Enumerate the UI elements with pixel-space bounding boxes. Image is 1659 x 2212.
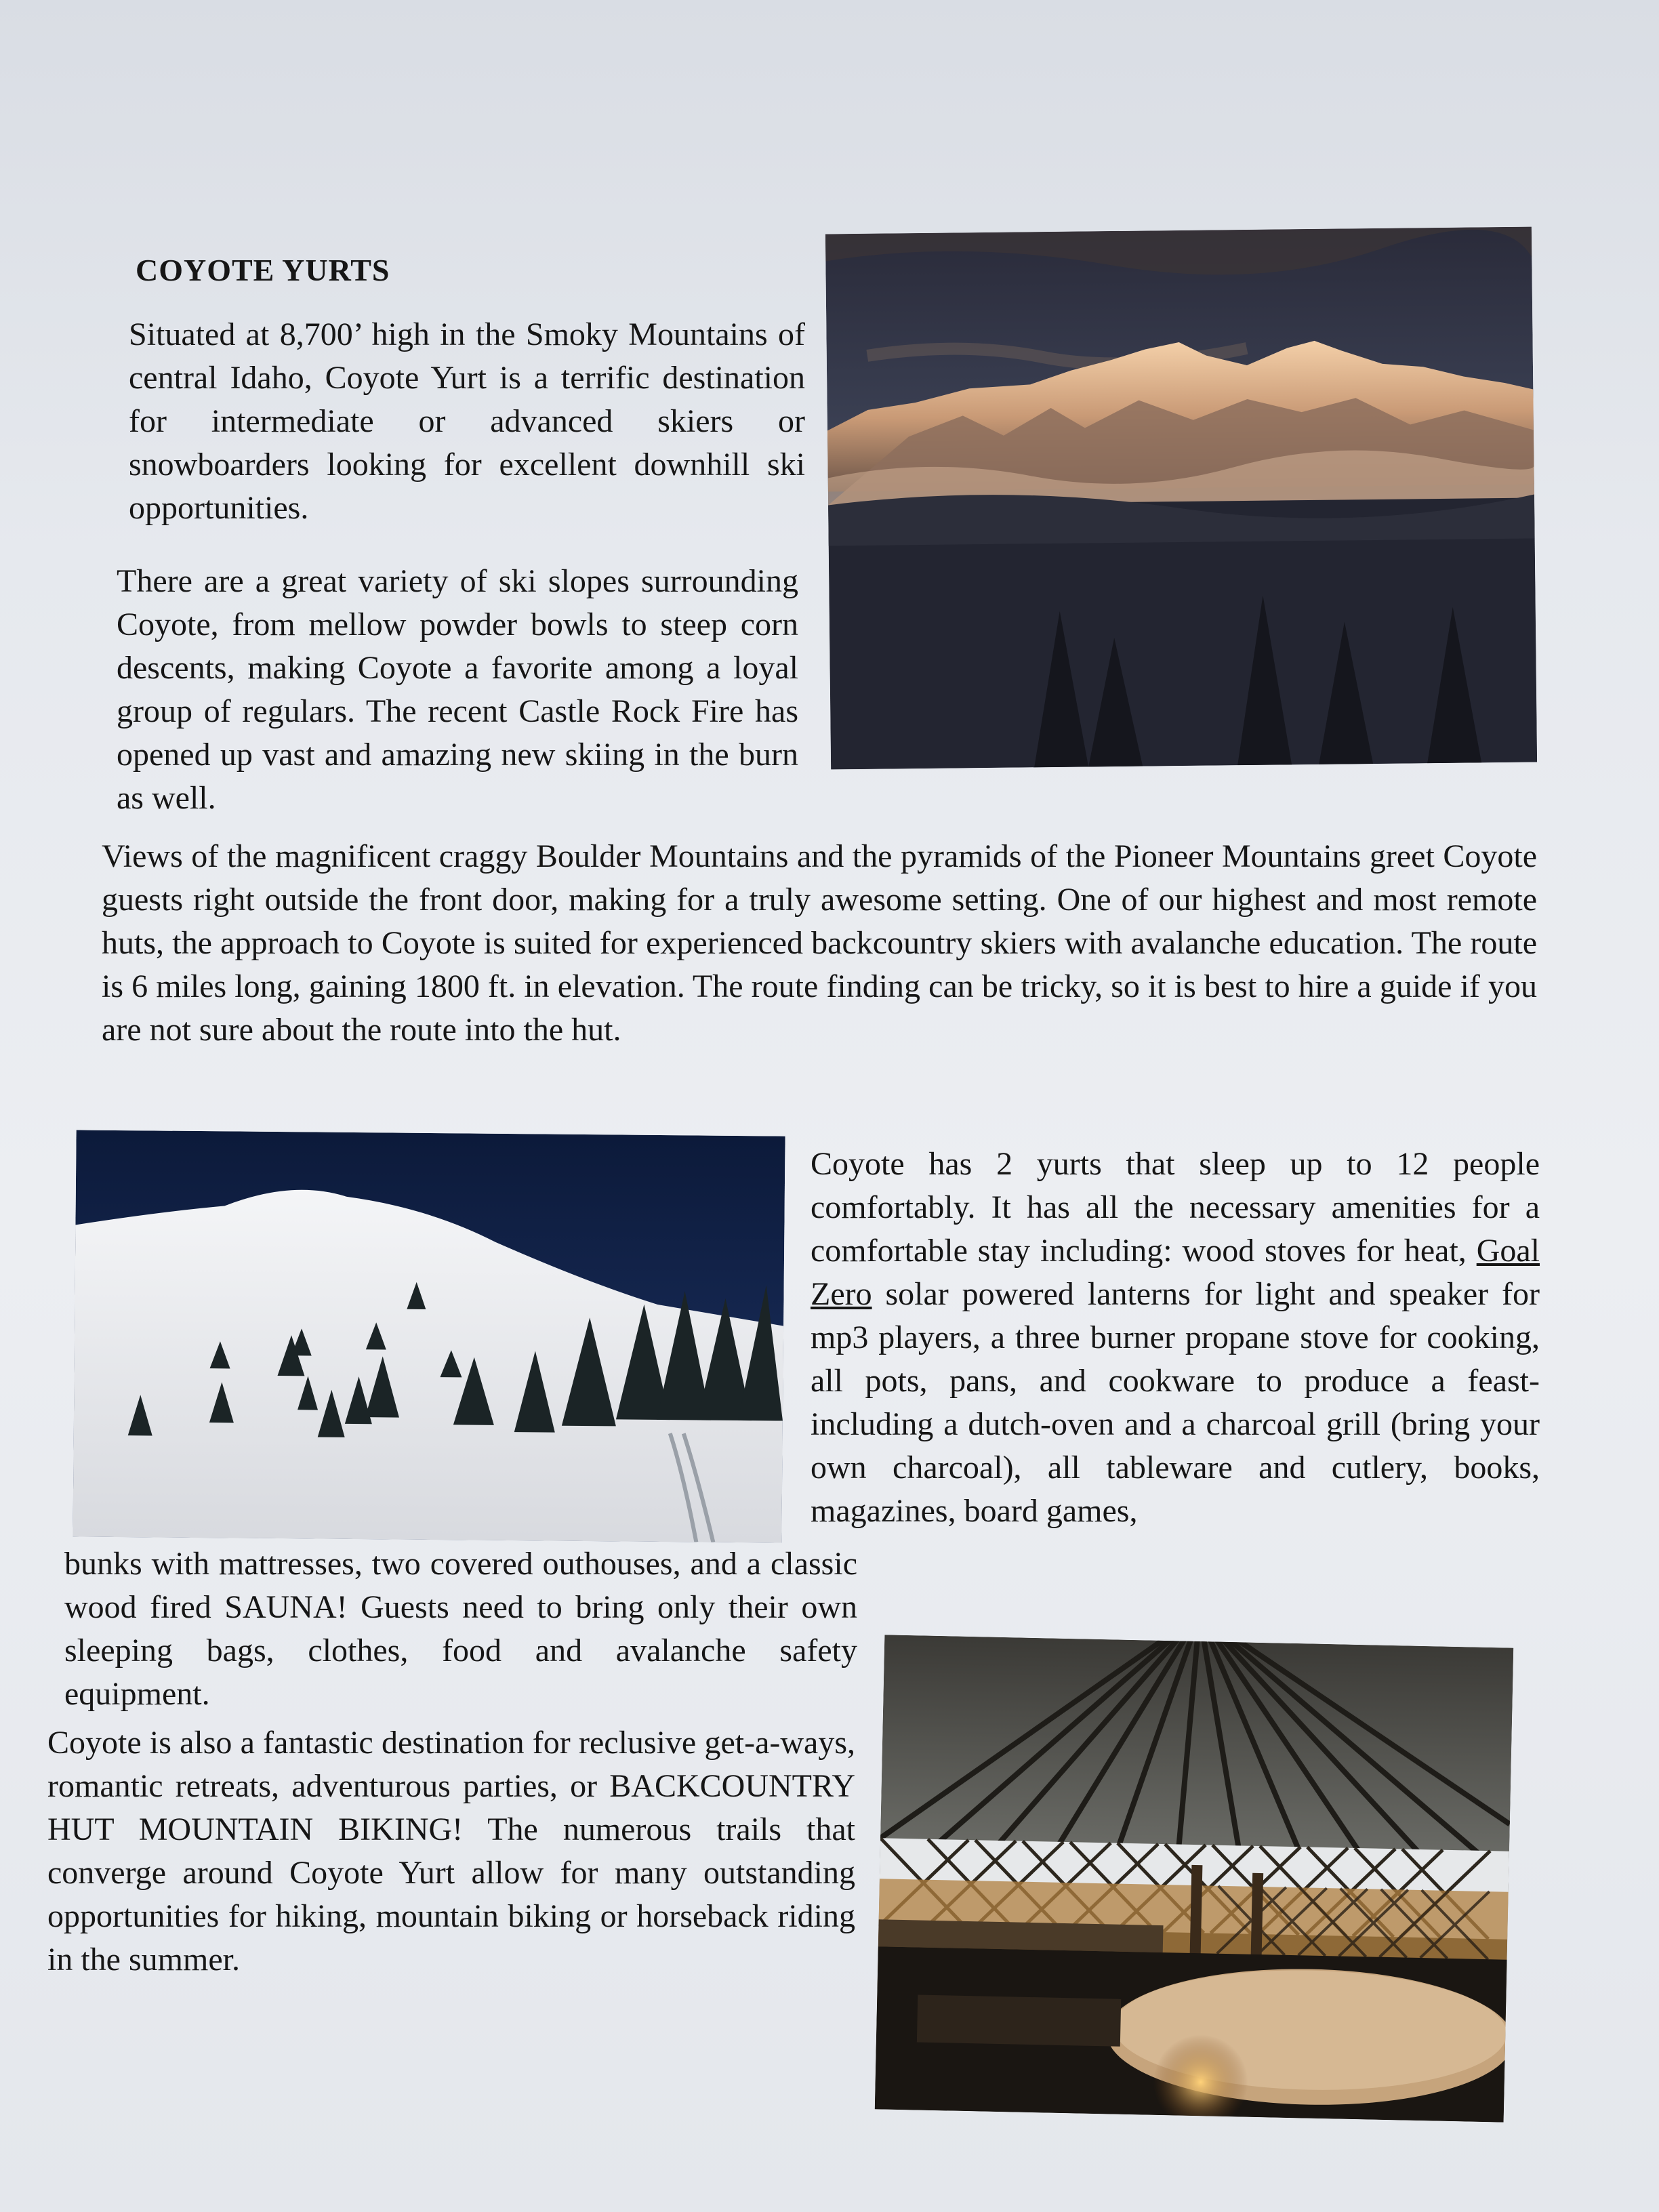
amenities-continued-paragraph: bunks with mattresses, two covered outhouses, and a classic wood fired SAUNA! Guests need to bring only their own sleeping bags, clothes, food and avalanche safety equipment. <box>64 1546 857 1712</box>
snowy-hillside-photo <box>73 1130 785 1542</box>
intro-paragraph: Situated at 8,700’ high in the Smoky Mountains of central Idaho, Coyote Yurt is a terrific destination for intermediate or advanced skiers or snowboarders looking for excellent downhill ski opportunities. <box>129 316 805 526</box>
amenities-text-start: Coyote has 2 yurts that sleep up to 12 people comfortably. It has all the necessary amenities for a comfortable stay including: wood stoves for heat, <box>811 1146 1540 1269</box>
amenities-text-end: solar powered lanterns for light and speaker for mp3 players, a three burner propane stove for cooking, all pots, pans, and cookware to produce a feast- including a dutch-oven and a charcoal grill (bring your own charcoal), all tableware and cutlery, books, magazines, board games, <box>811 1276 1540 1529</box>
page-title: COYOTE YURTS <box>136 253 390 287</box>
summer-paragraph: Coyote is also a fantastic destination for reclusive get-a-ways, romantic retreats, adventurous parties, or BACKCOUNTRY HUT MOUNTAIN BIKING! The numerous trails that converge around Coyote Yurt allow for many outstanding opportunities for hiking, mountain biking or horseback riding in the summer. <box>47 1725 855 1978</box>
views-paragraph: Views of the magnificent craggy Boulder Mountains and the pyramids of the Pioneer Mountains greet Coyote guests right outside the front door, making for a truly awesome setting. One of our highest and most remote huts, the approach to Coyote is suited for experienced backcountry skiers with avalanche education. The route is 6 miles long, gaining 1800 ft. in elevation. The route finding can be tricky, so it is best to hire a guide if you are not sure about the route into the hut. <box>102 838 1537 1048</box>
yurt-interior-photo <box>875 1635 1513 2122</box>
mountain-peaks-photo <box>825 227 1537 770</box>
amenities-paragraph <box>811 1143 1540 1533</box>
ski-slopes-paragraph: There are a great variety of ski slopes surrounding Coyote, from mellow powder bowls to steep corn descents, making Coyote a favorite among a loyal group of regulars. The recent Castle Rock Fire has opened up vast and amazing new skiing in the burn as well. <box>117 563 798 816</box>
goal-zero-link[interactable]: Goal Zero <box>811 1233 1540 1312</box>
